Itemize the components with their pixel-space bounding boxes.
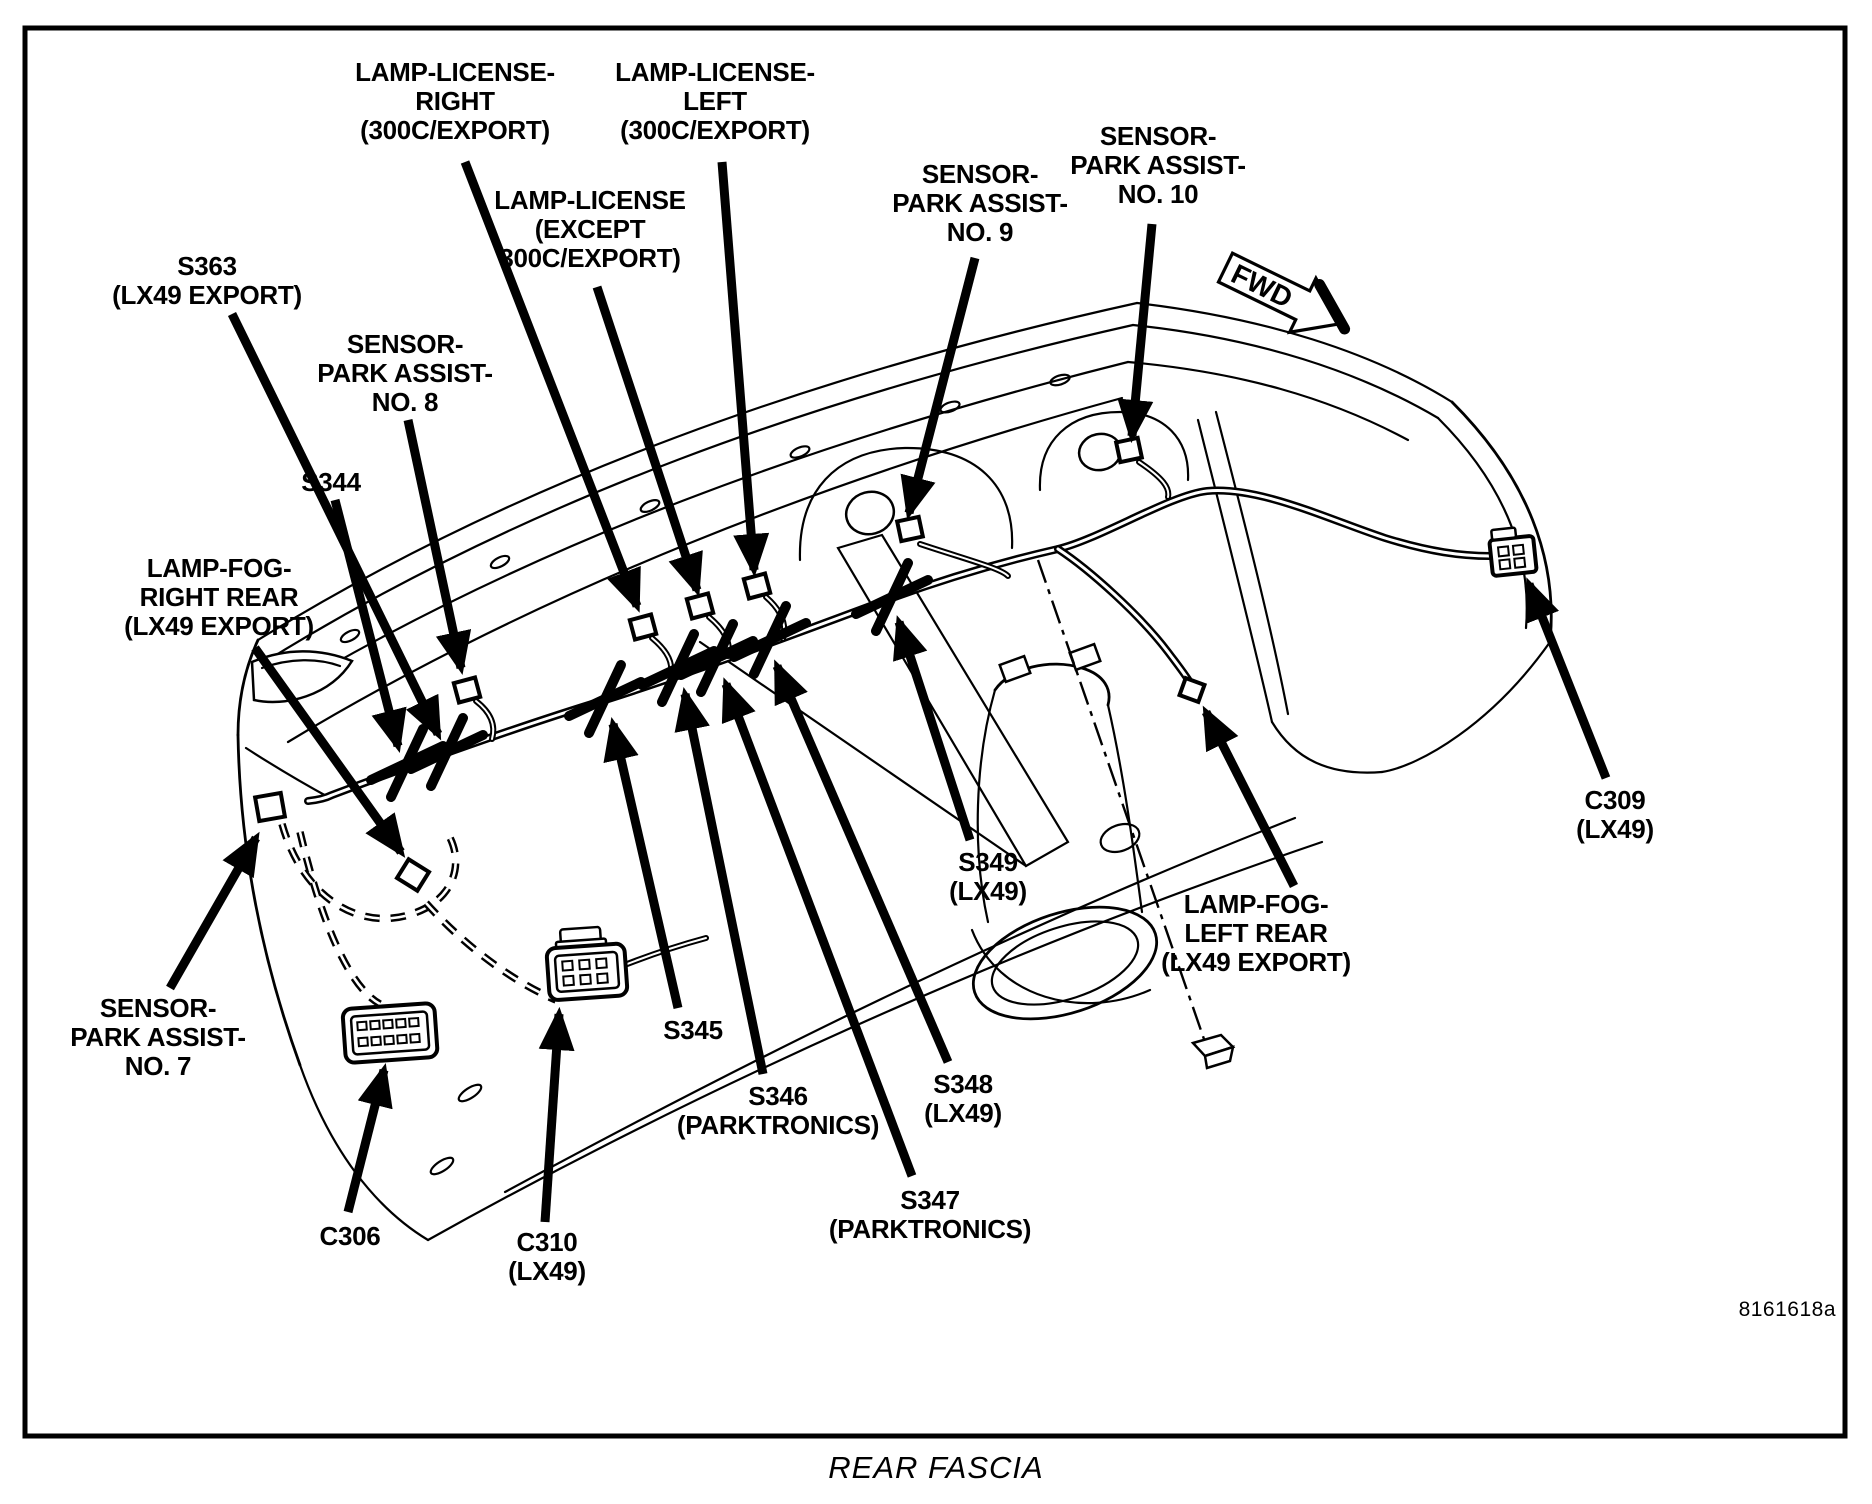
label-line: NO. 10 [1117,179,1199,209]
leader-lamp-license-left [722,162,754,570]
label-line: (PARKTRONICS) [676,1110,880,1140]
label-sensor-park-assist-9 [892,160,1068,247]
leader-lamp-fog-left-rear [1206,712,1294,886]
label-line: SENSOR- [921,159,1039,189]
label-line: S345 [663,1015,723,1045]
label-line: S348 [933,1069,993,1099]
label-line: S347 [900,1185,960,1215]
label-line: (LX49) [1576,814,1654,844]
label-line: SENSOR- [346,329,464,359]
label-line: PARK ASSIST- [70,1022,246,1052]
label-line: SENSOR- [1099,121,1217,151]
label-line: (LX49) [508,1256,586,1286]
label-line: PARK ASSIST- [1070,150,1246,180]
label-line: (LX49 EXPORT) [1161,947,1351,977]
figure-caption: REAR FASCIA [828,1450,1044,1485]
connector-lamp-license [687,593,713,618]
label-line: PARK ASSIST- [892,188,1068,218]
leader-park-assist-7 [170,838,256,988]
splices [371,563,928,797]
label-line: (EXCEPT [534,214,646,244]
fog-lamp-housing [959,560,1233,1068]
label-line: LAMP-FOG- [1183,889,1329,919]
label-line: S349 [958,847,1018,877]
leader-c309 [1529,584,1606,778]
fwd-arrow-label: FWD [1226,258,1298,314]
label-lamp-license-left [615,58,815,145]
connector-lamp-fog-left-rear [1180,678,1205,702]
leader-park-assist-9 [909,258,975,513]
connector-park-assist-10 [1116,438,1142,462]
connector-lamp-license-left [744,573,770,598]
label-line: LEFT [683,86,747,116]
connector-c309 [1488,526,1537,576]
label-lamp-fog-right-rear [124,554,314,641]
leader-s348 [777,666,948,1062]
label-line: (LX49) [949,876,1027,906]
connector-park-assist-9 [897,517,923,541]
label-line: S363 [177,251,237,281]
label-line: (LX49 EXPORT) [124,611,314,641]
label-s345 [663,1016,723,1045]
label-c309 [1576,786,1654,844]
label-line: LAMP-LICENSE [494,185,686,215]
label-line: LAMP-LICENSE- [355,57,555,87]
label-line: NO. 8 [371,387,439,417]
label-line: C309 [1584,785,1646,815]
label-line: S346 [748,1081,808,1111]
label-line: RIGHT REAR [139,582,299,612]
label-line: RIGHT [415,86,495,116]
label-line: (LX49 EXPORT) [112,280,302,310]
label-line: C306 [319,1221,381,1251]
label-line: (PARKTRONICS) [828,1214,1032,1244]
label-s349 [949,848,1027,906]
label-lamp-license [494,186,685,273]
label-s347 [829,1186,1031,1244]
leader-c310 [545,1014,559,1222]
label-c306 [320,1222,381,1251]
label-sensor-park-assist-10 [1070,122,1246,209]
label-line: LAMP-LICENSE- [615,57,815,87]
leader-s349 [899,622,970,840]
label-line: (LX49) [924,1098,1002,1128]
connector-c310 [545,925,628,1000]
label-s346 [677,1082,879,1140]
label-line: 300C/EXPORT) [499,243,681,273]
label-line: LAMP-FOG- [146,553,292,583]
label-s344 [301,468,361,497]
label-line: LEFT REAR [1184,918,1328,948]
label-line: (300C/EXPORT) [360,115,550,145]
connector-park-assist-7 [255,793,285,821]
label-line: NO. 9 [946,217,1014,247]
fog-lamp-dashed-wiring [282,824,556,1004]
leader-arrows [170,159,1606,1222]
label-line: C310 [516,1227,578,1257]
label-lamp-fog-left-rear [1161,890,1351,977]
label-line: NO. 7 [124,1051,192,1081]
splice-s345 [569,665,641,733]
label-line: (300C/EXPORT) [620,115,810,145]
label-sensor-park-assist-8 [317,330,493,417]
leader-c306 [348,1070,384,1212]
label-s363 [112,252,302,310]
park-sensor-hole-9 [841,487,898,540]
label-line: SENSOR- [99,993,217,1023]
connector-lamp-fog-right-rear [397,859,429,890]
label-lamp-license-right [355,58,555,145]
label-line: S344 [301,467,361,497]
label-line: PARK ASSIST- [317,358,493,388]
connector-park-assist-8 [454,677,480,702]
label-sensor-park-assist-7 [70,994,246,1081]
leader-park-assist-10 [1132,224,1152,436]
figure-number: 8161618a [1738,1298,1836,1321]
connector-lamp-license-right [630,614,656,639]
leader-park-assist-8 [408,420,461,668]
connector-c306 [342,1003,438,1063]
label-c310 [508,1228,586,1286]
label-s348 [924,1070,1002,1128]
fwd-arrow [1212,241,1359,354]
